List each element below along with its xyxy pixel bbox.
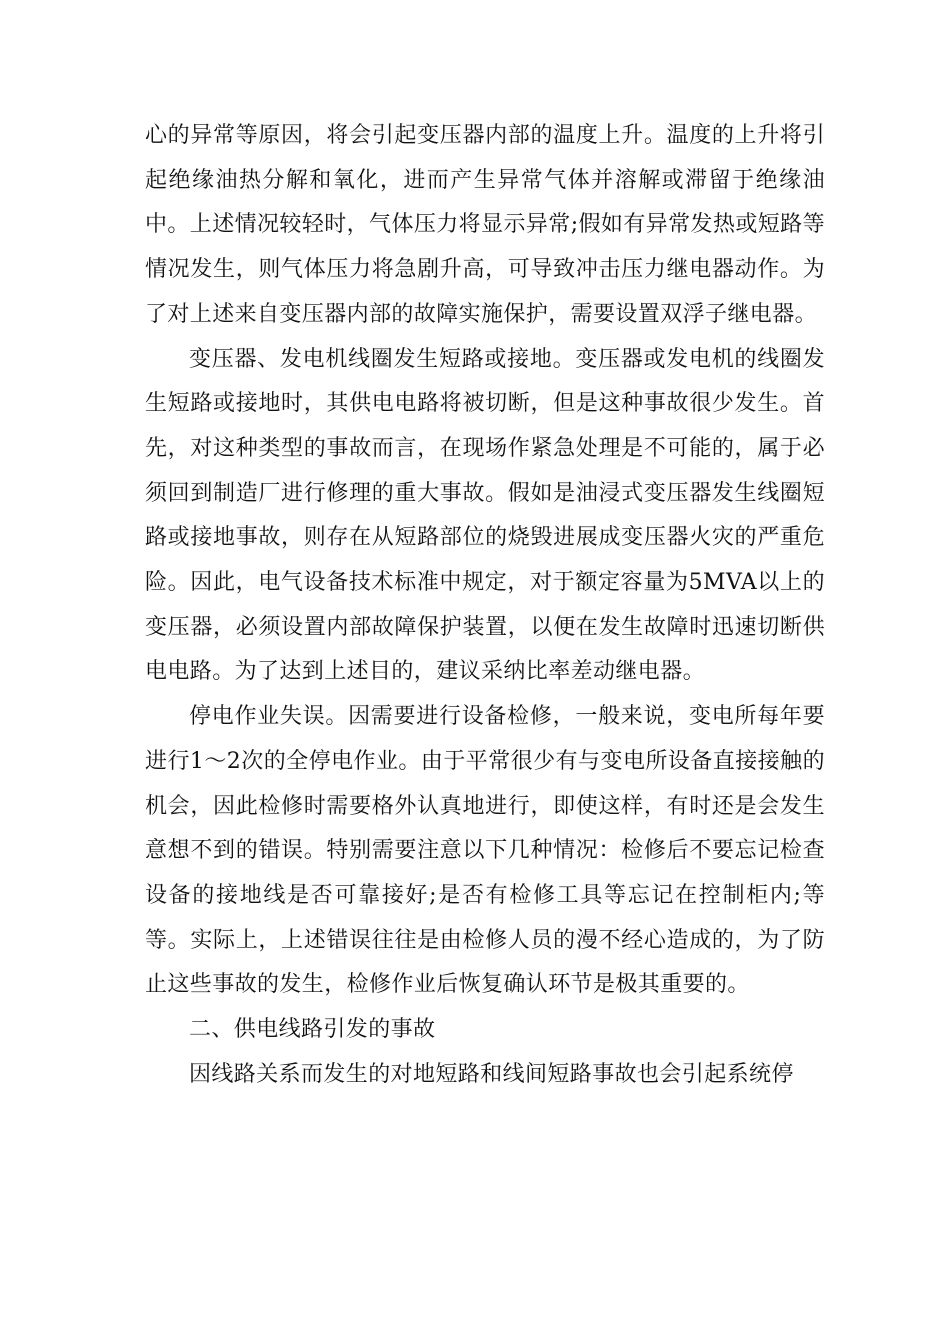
document-body xyxy=(145,114,825,1097)
paragraph-winding-fault: 变压器、发电机线圈发生短路或接地。变压器或发电机的线圈发生短路或接地时，其供电电路将被切断，但是这种事故很少发生。首先，对这种类型的事故而言，在现场作紧急处理是不可能的，属于必须回到制造厂进行修理的重大事故。假如是油浸式变压器发生线圈短路或接地事故，则存在从短路部位的烧毁进展成变压器火灾的严重危险。因此，电气设备技术标准中规定，对于额定容量为5MVA以上的变压器，必须设置内部故障保护装置，以便在发生故障时迅速切断供电电路。为了达到上述目的，建议采纳比率差动继电器。 xyxy=(145,346,825,685)
paragraph-line-faults: 因线路关系而发生的对地短路和线间短路事故也会引起系统停 xyxy=(189,1061,794,1087)
section-heading: 二、供电线路引发的事故 xyxy=(189,1017,436,1043)
paragraph-continuation: 心的异常等原因，将会引起变压器内部的温度上升。温度的上升将引起绝缘油热分解和氧化，进而产生异常气体并溶解或滞留于绝缘油中。上述情况较轻时，气体压力将显示异常;假如有异常发热或短路等情况发生，则气体压力将急剧升高，可导致冲击压力继电器动作。为了对上述来自变压器内部的故障实施保护，需要设置双浮子继电器。 xyxy=(145,123,825,327)
paragraph-outage-work-error: 停电作业失误。因需要进行设备检修，一般来说，变电所每年要进行1～2次的全停电作业。由于平常很少有与变电所设备直接接触的机会，因此检修时需要格外认真地进行，即使这样，有时还是会发生意想不到的错误。特别需要注意以下几种情况：检修后不要忘记检查设备的接地线是否可靠接好;是否有检修工具等忘记在控制柜内;等等。实际上，上述错误往往是由检修人员的漫不经心造成的，为了防止这些事故的发生，检修作业后恢复确认环节是极其重要的。 xyxy=(145,704,825,998)
